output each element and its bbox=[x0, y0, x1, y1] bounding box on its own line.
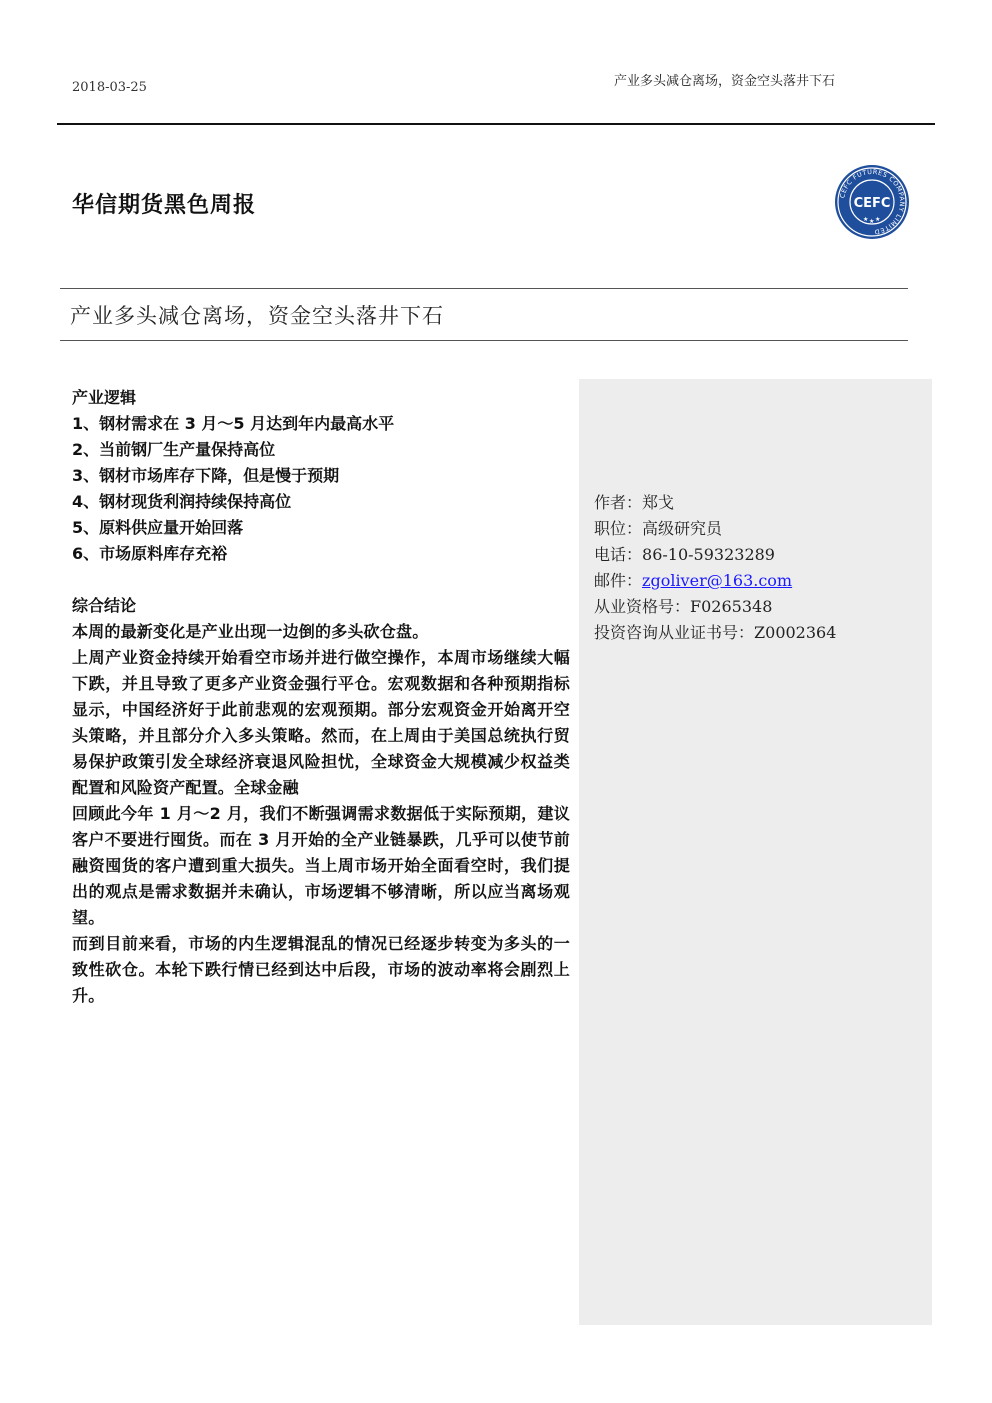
author-certificate-row: 投资咨询从业证书号：Z0002364 bbox=[594, 623, 837, 642]
conclusion-heading: 综合结论 bbox=[72, 596, 137, 615]
author-info bbox=[594, 490, 836, 646]
conclusion-paragraph: 回顾此今年 1 月～2 月，我们不断强调需求数据低于实际预期，建议客户不要进行囤货。而在 3 月开始的全产业链暴跌，几乎可以使节前融资囤货的客户遭到重大损失。当上周市场开始全面看空时，我们提出的观点是需求数据并未确认，市场逻辑不够清晰，所以应当离场观望。 bbox=[72, 804, 570, 927]
document-title: 华信期货黑色周报 bbox=[72, 193, 257, 218]
subtitle-top-rule bbox=[60, 288, 908, 289]
subtitle-bottom-rule bbox=[60, 340, 908, 341]
author-email-link[interactable]: zgoliver@163.com bbox=[642, 571, 793, 590]
logic-item: 1、钢材需求在 3 月～5 月达到年内最高水平 bbox=[72, 414, 395, 433]
logo-center-text: CEFC bbox=[853, 196, 891, 211]
logo-ring-text: CEFC FUTURES COMPANY LIMITED bbox=[838, 167, 907, 237]
main-content bbox=[72, 385, 570, 1009]
logic-item: 5、原料供应量开始回落 bbox=[72, 518, 244, 537]
logic-item: 4、钢材现货利润持续保持高位 bbox=[72, 492, 292, 511]
logic-item: 2、当前钢厂生产量保持高位 bbox=[72, 440, 276, 459]
author-name-row: 作者：郑戈 bbox=[594, 493, 675, 512]
author-phone-row: 电话：86-10-59323289 bbox=[594, 545, 775, 564]
author-email-row: 邮件：zgoliver@163.com bbox=[594, 571, 793, 590]
logic-heading: 产业逻辑 bbox=[72, 388, 137, 407]
report-subtitle: 产业多头减仓离场，资金空头落井下石 bbox=[70, 304, 444, 328]
header-divider bbox=[57, 123, 935, 125]
conclusion-paragraph: 本周的最新变化是产业出现一边倒的多头砍仓盘。 bbox=[72, 622, 429, 641]
author-qualification-row: 从业资格号：F0265348 bbox=[594, 597, 773, 616]
logic-item: 3、钢材市场库存下降，但是慢于预期 bbox=[72, 466, 340, 485]
header-date: 2018-03-25 bbox=[72, 80, 147, 95]
svg-text:★: ★ bbox=[875, 216, 881, 223]
svg-text:★: ★ bbox=[863, 216, 869, 223]
cefc-seal-icon bbox=[833, 163, 911, 241]
author-title-row: 职位：高级研究员 bbox=[594, 519, 723, 538]
conclusion-paragraph: 而到目前来看，市场的内生逻辑混乱的情况已经逐步转变为多头的一致性砍仓。本轮下跌行情已经到达中后段，市场的波动率将会剧烈上升。 bbox=[72, 934, 570, 1005]
conclusion-paragraph: 上周产业资金持续开始看空市场并进行做空操作，本周市场继续大幅下跌，并且导致了更多产业资金强行平仓。宏观数据和各种预期指标显示，中国经济好于此前悲观的宏观预期。部分宏观资金开始离开空头策略，并且部分介入多头策略。然而，在上周由于美国总统执行贸易保护政策引发全球经济衰退风险担忧，全球资金大规模减少权益类配置和风险资产配置。全球金融 bbox=[72, 648, 570, 797]
company-logo bbox=[833, 163, 911, 241]
header-running-title: 产业多头减仓离场，资金空头落井下石 bbox=[613, 74, 835, 89]
logic-item: 6、市场原料库存充裕 bbox=[72, 544, 228, 563]
svg-text:★: ★ bbox=[869, 218, 875, 225]
